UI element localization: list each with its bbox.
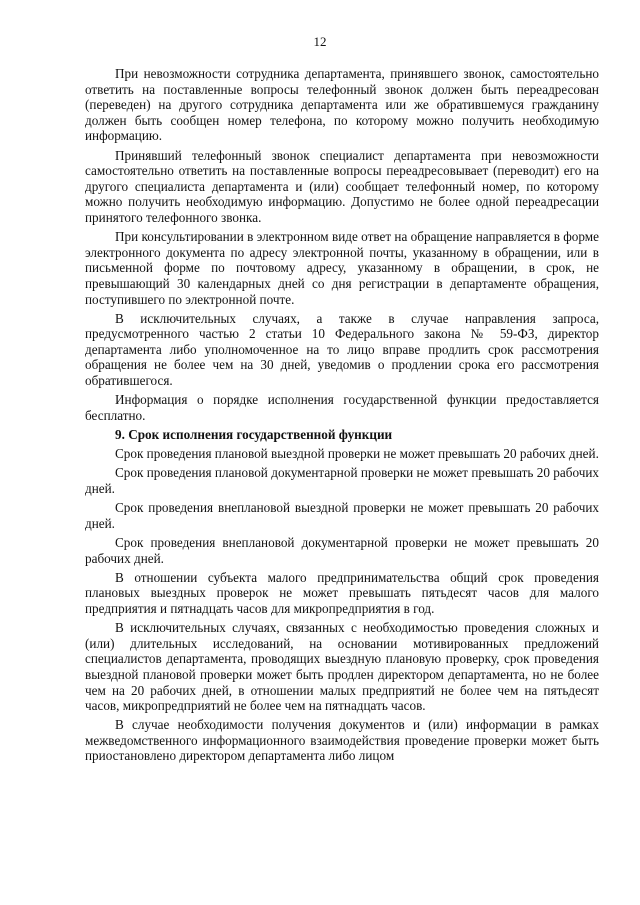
paragraph: При консультировании в электронном виде ответ на обращение направляется в форме электронного документа по адресу электронной почты, указанному в обращении, или в письменной форме по почтовому адресу, указанному в обращении, в срок, не превышающий 30 календарных дней со дня регистрации в департаменте обращения, поступившего по электронной почте. — [85, 229, 599, 307]
paragraph: В исключительных случаях, связанных с необходимостью проведения сложных и (или) длительных исследований, на основании мотивированных предложений специалистов департамента, проводящих выездную плановую проверку, срок проведения выездной плановой проверки может быть продлен директором департамента, но не более чем на 20 рабочих дней, в отношении малых предприятий не более чем на пятьдесят часов, микропредприятий не более чем на пятнадцать часов. — [85, 620, 599, 714]
page-number: 12 — [313, 34, 327, 49]
document-body — [85, 66, 599, 768]
paragraph: Принявший телефонный звонок специалист департамента при невозможности самостоятельно ответить на поставленные вопросы переадресовывает (переводит) его на другого специалиста департамента и (или) сообщает телефонный номер, по которому можно получить необходимую информацию. Допустимо не более одной переадресации принятого телефонного звонка. — [85, 147, 599, 225]
paragraph: При невозможности сотрудника департамента, принявшего звонок, самостоятельно ответить на поставленные вопросы телефонный звонок должен быть переадресован (переведен) на другого сотрудника департамента или же обратившемуся гражданину должен быть сообщен номер телефона, по которому можно получить необходимую информацию. — [85, 66, 599, 144]
paragraph: Срок проведения плановой документарной проверки не может превышать 20 рабочих дней. — [85, 465, 599, 496]
paragraph: В отношении субъекта малого предпринимательства общий срок проведения плановых выездных проверок не может превышать пятьдесят часов для малого предприятия и пятнадцать часов для микропредприятия в год. — [85, 569, 599, 616]
section-heading: 9. Срок исполнения государственной функции — [115, 427, 393, 443]
paragraph: Срок проведения внеплановой выездной проверки не может превышать 20 рабочих дней. — [85, 500, 599, 531]
paragraph: Срок проведения внеплановой документарной проверки не может превышать 20 рабочих дней. — [85, 534, 599, 566]
paragraph: В исключительных случаях, а также в случае направления запроса, предусмотренного частью 2 статьи 10 Федерального закона № 59-ФЗ, директор департамента либо уполномоченное на то лицо вправе продлить срок рассмотрения обращения не более чем на 30 дней, уведомив о продлении срока его рассмотрения обратившегося. — [85, 310, 599, 389]
paragraph: Срок проведения плановой выездной проверки не может превышать 20 рабочих дней. — [115, 446, 599, 462]
paragraph: Информация о порядке исполнения государственной функции предоставляется бесплатно. — [85, 392, 599, 423]
paragraph: В случае необходимости получения документов и (или) информации в рамках межведомственного информационного взаимодействия проведение проверки может быть приостановлено директором департамента либо лицом — [85, 717, 599, 764]
